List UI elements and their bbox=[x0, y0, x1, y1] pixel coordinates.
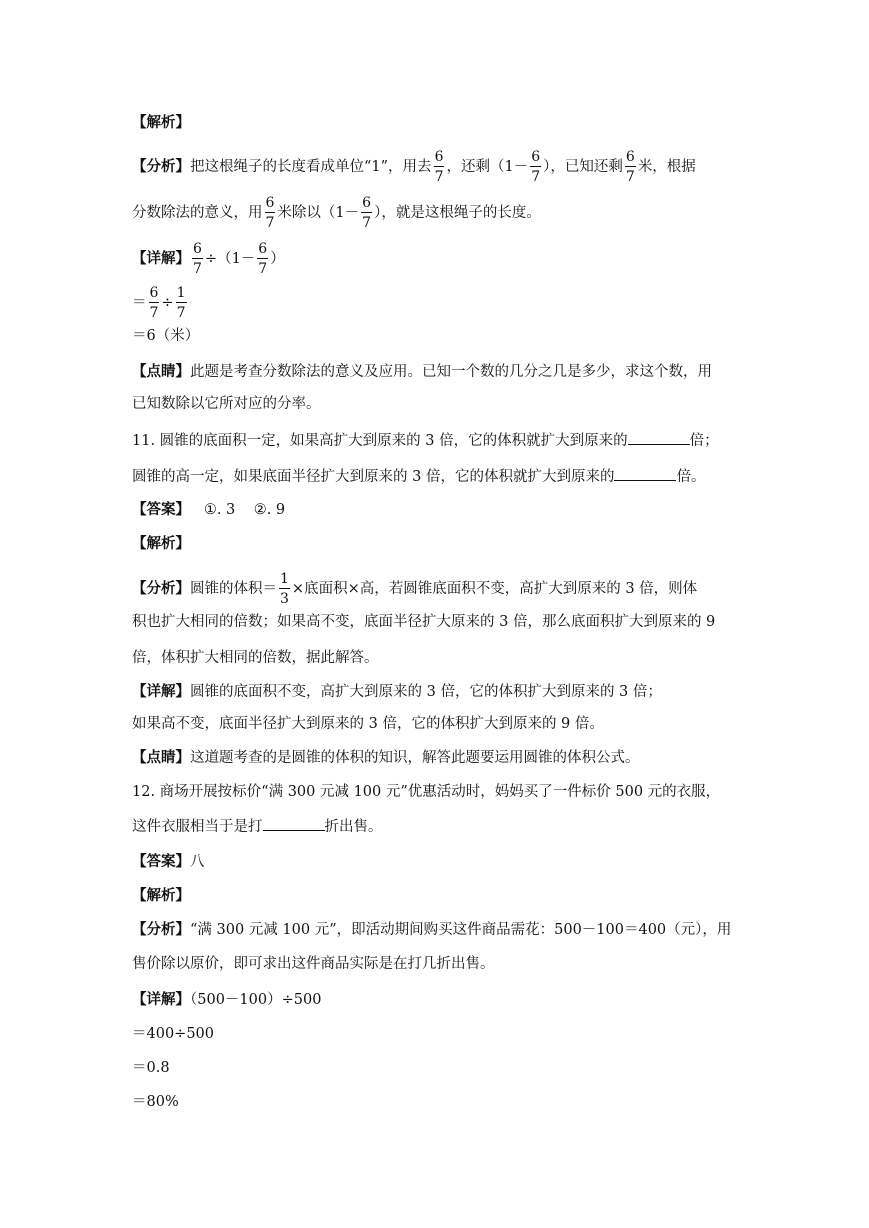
xiangjie-step-4-q12: ＝80% bbox=[132, 1094, 179, 1110]
text-segment: ） bbox=[270, 251, 285, 267]
fraction-one-third bbox=[279, 572, 290, 606]
xiangjie-step-2-q10 bbox=[132, 286, 189, 320]
text-segment: 圆锥的高一定，如果底面半径扩大到原来的 3 倍，它的体积就扩大到原来的 bbox=[132, 469, 615, 485]
answer-text: ①. 3 ②. 9 bbox=[190, 502, 286, 518]
text-segment: 这道题考查的是圆锥的体积的知识，解答此题要运用圆锥的体积公式。 bbox=[190, 750, 640, 766]
fenxi-label: 【分析】 bbox=[132, 158, 190, 175]
fraction-six-sevenths bbox=[265, 196, 276, 230]
numerator: 6 bbox=[531, 149, 541, 165]
question-12-line-1: 12. 商场开展按标价“满 300 元减 100 元”优惠活动时，妈妈买了一件标价 500 元的衣服， bbox=[132, 784, 721, 800]
denominator: 7 bbox=[434, 169, 444, 185]
text-segment: “满 300 元减 100 元”，即活动期间购买这件商品需花：500－100＝400（元），用 bbox=[190, 922, 732, 938]
fraction-six-sevenths bbox=[625, 150, 636, 184]
text-segment: 11. 圆锥的底面积一定，如果高扩大到原来的 3 倍，它的体积就扩大到原来的 bbox=[132, 433, 628, 449]
text-segment: 圆锥的底面积不变，高扩大到原来的 3 倍，它的体积扩大到原来的 3 倍； bbox=[190, 684, 662, 700]
jiexi-heading-q11: 【解析】 bbox=[132, 535, 190, 552]
dianjing-line-q11 bbox=[132, 748, 640, 768]
numerator: 6 bbox=[434, 149, 444, 165]
text-segment: ，还剩（1－ bbox=[446, 159, 529, 175]
fraction-six-sevenths bbox=[192, 242, 203, 276]
answer-label: 【答案】 bbox=[132, 853, 190, 870]
question-12-line-2 bbox=[132, 816, 383, 837]
numerator: 6 bbox=[193, 241, 202, 257]
text-segment: 倍。 bbox=[676, 469, 706, 485]
xiangjie-step-3-q10: ＝6（米） bbox=[132, 328, 200, 344]
denominator: 7 bbox=[625, 169, 635, 185]
fraction-six-sevenths bbox=[530, 150, 541, 184]
answer-blank bbox=[628, 430, 690, 445]
text-segment: 把这根绳子的长度看成单位“1”，用去 bbox=[190, 159, 432, 175]
text-segment: 圆锥的体积＝ bbox=[190, 581, 277, 597]
fenxi-line-1-q11 bbox=[132, 572, 697, 606]
xiangjie-step-2-q12: ＝400÷500 bbox=[132, 1026, 215, 1042]
denominator: 7 bbox=[149, 305, 159, 321]
numerator: 1 bbox=[280, 571, 289, 587]
xiangjie-step-3-q12: ＝0.8 bbox=[132, 1060, 170, 1076]
xiangjie-label: 【详解】 bbox=[132, 991, 190, 1008]
fraction-six-sevenths bbox=[434, 150, 445, 184]
denominator: 3 bbox=[280, 591, 289, 607]
text-segment: ÷（1－ bbox=[204, 251, 256, 267]
fenxi-line-1-q10 bbox=[132, 150, 696, 184]
text-segment: 分数除法的意义，用 bbox=[132, 205, 263, 221]
text-segment: 这件衣服相当于是打 bbox=[132, 819, 263, 835]
denominator: 7 bbox=[362, 215, 372, 231]
fenxi-line-2-q12: 售价除以原价，即可求出这件商品实际是在打几折出售。 bbox=[132, 956, 495, 972]
answer-label: 【答案】 bbox=[132, 501, 190, 518]
answer-line-q11 bbox=[132, 500, 285, 520]
fraction-six-sevenths bbox=[149, 286, 160, 320]
text-segment: 此题是考查分数除法的意义及应用。已知一个数的几分之几是多少，求这个数，用 bbox=[190, 364, 712, 380]
denominator: 7 bbox=[531, 169, 541, 185]
numerator: 6 bbox=[625, 149, 635, 165]
text-segment: ×底面积×高，若圆锥底面积不变，高扩大到原来的 3 倍，则体 bbox=[291, 581, 698, 597]
dianjing-line-2-q10: 已知数除以它所对应的分率。 bbox=[132, 396, 321, 412]
fenxi-line-2-q10 bbox=[132, 196, 541, 230]
xiangjie-label: 【详解】 bbox=[132, 250, 190, 267]
question-11-line-2 bbox=[132, 466, 705, 487]
fraction-six-sevenths bbox=[257, 242, 268, 276]
xiangjie-line-1-q10 bbox=[132, 242, 285, 276]
text-segment: 米，根据 bbox=[637, 159, 696, 175]
fraction-one-seventh bbox=[176, 286, 187, 320]
fenxi-line-3-q11: 倍，体积扩大相同的倍数，据此解答。 bbox=[132, 650, 379, 666]
text-segment: （500－100）÷500 bbox=[190, 992, 322, 1008]
xiangjie-line-1-q11 bbox=[132, 682, 662, 702]
jiexi-heading-q12: 【解析】 bbox=[132, 887, 190, 904]
xiangjie-label: 【详解】 bbox=[132, 683, 190, 700]
fraction-six-sevenths bbox=[361, 196, 372, 230]
fenxi-line-1-q12 bbox=[132, 920, 731, 940]
jiexi-heading-q10: 【解析】 bbox=[132, 114, 190, 131]
answer-blank bbox=[263, 816, 325, 831]
numerator: 6 bbox=[149, 285, 159, 301]
fenxi-label: 【分析】 bbox=[132, 580, 190, 597]
denominator: 7 bbox=[265, 215, 275, 231]
dianjing-label: 【点睛】 bbox=[132, 363, 190, 380]
question-11-line-1 bbox=[132, 430, 719, 451]
divide-sign: ÷ bbox=[161, 295, 174, 311]
answer-blank bbox=[614, 466, 676, 481]
dianjing-line-1-q10 bbox=[132, 362, 712, 382]
answer-text: 八 bbox=[190, 854, 205, 870]
text-segment: ），就是这根绳子的长度。 bbox=[374, 205, 541, 221]
xiangjie-line-2-q11: 如果高不变，底面半径扩大到原来的 3 倍，它的体积扩大到原来的 9 倍。 bbox=[132, 716, 604, 732]
numerator: 6 bbox=[362, 195, 372, 211]
text-segment: 折出售。 bbox=[324, 819, 383, 835]
numerator: 1 bbox=[176, 285, 186, 301]
text-segment: 倍； bbox=[689, 433, 719, 449]
denominator: 7 bbox=[193, 261, 202, 277]
dianjing-label: 【点睛】 bbox=[132, 749, 190, 766]
answer-line-q12 bbox=[132, 852, 205, 872]
fenxi-label: 【分析】 bbox=[132, 921, 190, 938]
numerator: 6 bbox=[265, 195, 275, 211]
text-segment: 米除以（1－ bbox=[277, 205, 360, 221]
denominator: 7 bbox=[176, 305, 186, 321]
denominator: 7 bbox=[258, 261, 268, 277]
text-segment: ），已知还剩 bbox=[543, 159, 623, 175]
xiangjie-line-1-q12 bbox=[132, 990, 321, 1010]
equals-sign: ＝ bbox=[132, 295, 147, 311]
fenxi-line-2-q11: 积也扩大相同的倍数；如果高不变，底面半径扩大原来的 3 倍，那么底面积扩大到原来的 9 bbox=[132, 614, 716, 630]
numerator: 6 bbox=[258, 241, 268, 257]
